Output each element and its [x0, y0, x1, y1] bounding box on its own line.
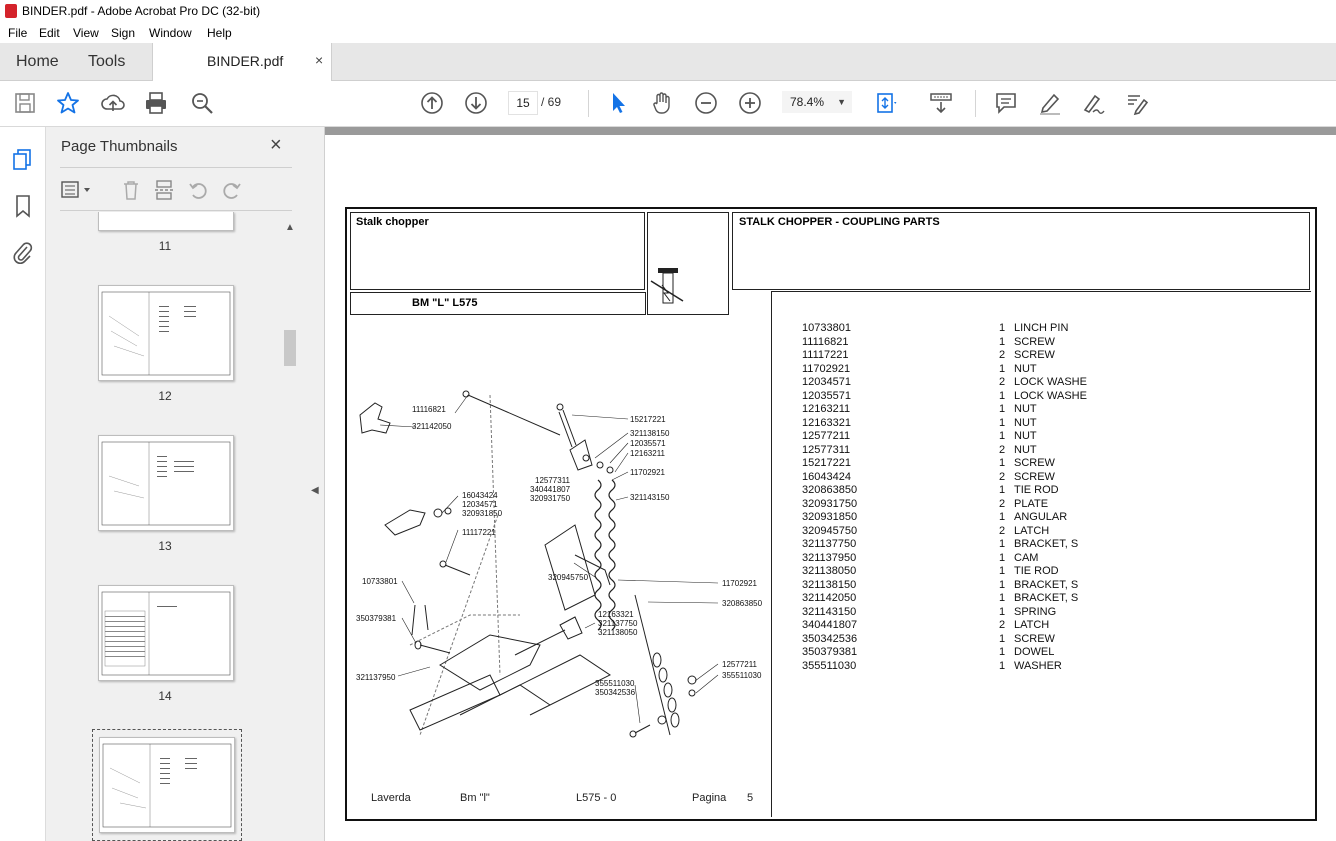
part-qty: 2: [999, 497, 1006, 510]
diagram-label: 340441807: [530, 485, 571, 494]
zoom-out-icon[interactable]: [693, 90, 719, 116]
part-code: 12035571: [802, 389, 851, 402]
diagram-label: 11702921: [630, 468, 665, 477]
stalk-chopper-symbol-icon: [648, 213, 728, 313]
previous-page-icon[interactable]: [419, 90, 445, 116]
diagram-label: 12163321: [598, 610, 634, 619]
save-icon[interactable]: [12, 90, 38, 116]
page-thumbnail[interactable]: [98, 285, 234, 381]
part-desc: NUT: [1014, 443, 1037, 456]
bracket-part: [360, 403, 390, 433]
tab-home[interactable]: Home: [16, 53, 59, 70]
bookmarks-icon[interactable]: [12, 193, 34, 219]
find-zoom-icon[interactable]: [189, 90, 215, 116]
pdf-page: [345, 207, 1317, 821]
thumbnails-scrollbar[interactable]: [282, 220, 298, 840]
part-code: 350342536: [802, 632, 858, 645]
footer-model: Bm "l": [460, 792, 490, 804]
part-code: 15217221: [802, 457, 851, 469]
part-qty: 1: [999, 605, 1006, 618]
header-model: BM "L" L575: [412, 297, 478, 309]
page-thumbnail[interactable]: [98, 585, 234, 681]
part-desc: DOWEL: [1014, 646, 1055, 658]
part-code: 320931750: [802, 497, 858, 510]
footer-brand: Laverda: [371, 792, 411, 804]
part-desc: SCREW: [1014, 335, 1055, 348]
part-qty: 1: [999, 484, 1006, 496]
part-desc: LOCK WASHE: [1014, 376, 1087, 388]
close-panel-icon[interactable]: ×: [270, 134, 282, 156]
part-desc: LOCK WASHE: [1014, 389, 1087, 402]
part-desc: NUT: [1014, 362, 1037, 375]
tab-tools[interactable]: Tools: [88, 53, 126, 70]
menu-window[interactable]: Window: [149, 26, 192, 40]
header-model-box: [350, 292, 646, 315]
part-qty: 1: [999, 646, 1006, 658]
document-tab-label: BINDER.pdf: [207, 53, 284, 69]
part-code: 321138050: [802, 565, 857, 577]
comment-icon[interactable]: [993, 90, 1019, 116]
fit-page-icon[interactable]: [873, 90, 899, 116]
part-qty: 1: [999, 538, 1006, 550]
panel-divider: [60, 167, 292, 168]
part-code: 320931850: [802, 511, 858, 523]
exploded-parts-diagram: [350, 315, 770, 785]
part-code: 321142050: [802, 592, 857, 604]
part-desc: SCREW: [1014, 470, 1055, 483]
diagram-label: 321143150: [630, 493, 670, 502]
sign-pen-icon[interactable]: [1080, 90, 1106, 116]
diagram-label: 11116821: [412, 405, 446, 414]
part-qty: 1: [999, 578, 1006, 591]
thumbnail-options-icon[interactable]: [60, 179, 96, 201]
diagram-label: 350342536: [595, 688, 636, 697]
diagram-label: 12034571: [462, 500, 498, 509]
part-qty: 1: [999, 389, 1006, 402]
rotate-left-icon[interactable]: [187, 179, 209, 201]
part-desc: CAM: [1014, 551, 1039, 564]
extract-page-icon[interactable]: [153, 179, 175, 201]
diagram-label: 355511030: [595, 679, 635, 688]
part-qty: 1: [999, 335, 1006, 348]
scrollbar-thumb[interactable]: [284, 330, 296, 366]
part-code: 321143150: [802, 605, 857, 618]
part-code: 340441807: [802, 619, 858, 631]
part-desc: BRACKET, S: [1014, 538, 1079, 550]
part-qty: 2: [999, 470, 1006, 483]
part-qty: 2: [999, 443, 1006, 456]
title-bar: [0, 0, 1336, 23]
part-qty: 2: [999, 524, 1006, 537]
part-desc: SCREW: [1014, 457, 1055, 469]
rotate-right-icon[interactable]: [221, 179, 243, 201]
part-code: 321137950: [802, 551, 857, 564]
part-qty: 1: [999, 632, 1006, 645]
page-thumbnail[interactable]: [98, 212, 234, 231]
acrobat-pdf-icon: [5, 4, 17, 18]
thumbnail-page-number: 12: [158, 389, 172, 403]
panel-collapse-strip[interactable]: [306, 127, 325, 841]
part-desc: TIE ROD: [1014, 565, 1059, 577]
part-desc: ANGULAR: [1014, 511, 1068, 523]
toolbar: [0, 81, 1336, 127]
part-qty: 2: [999, 376, 1006, 388]
part-code: 11117221: [802, 349, 849, 361]
part-code: 320945750: [802, 524, 858, 537]
part-code: 321137750: [802, 538, 857, 550]
part-desc: BRACKET, S: [1014, 578, 1079, 591]
part-qty: 1: [999, 416, 1006, 429]
part-code: 11702921: [802, 362, 851, 375]
part-qty: 2: [999, 619, 1006, 631]
diagram-label: 12035571: [630, 439, 666, 448]
part-code: 12577311: [802, 443, 851, 456]
diagram-label: 12577311: [535, 476, 570, 485]
scroll-up-icon[interactable]: ▲: [285, 222, 295, 233]
part-qty: 1: [999, 403, 1006, 415]
diagram-label: 15217221: [630, 415, 666, 424]
menu-bar: [0, 23, 1336, 43]
part-desc: NUT: [1014, 430, 1037, 442]
part-desc: LATCH: [1014, 619, 1050, 631]
diagram-label: 355511030: [722, 671, 762, 680]
diagram-label: 320945750: [548, 573, 589, 582]
diagram-label: 321138050: [598, 628, 638, 637]
page-number-input[interactable]: 15: [508, 91, 538, 115]
document-viewport[interactable]: [325, 127, 1336, 841]
part-qty: 1: [999, 511, 1006, 523]
part-code: 10733801: [802, 322, 851, 334]
close-tab-icon[interactable]: ×: [315, 52, 324, 68]
part-code: 12577211: [802, 430, 851, 442]
hand-tool-icon[interactable]: [649, 90, 675, 116]
diagram-label: 12163211: [630, 449, 665, 458]
thumbnail-page-number: 13: [158, 539, 172, 553]
menu-help[interactable]: Help: [207, 26, 232, 40]
part-code: 320863850: [802, 484, 858, 496]
spacer: [1308, 209, 1309, 291]
part-code: 11116821: [802, 335, 849, 348]
part-code: 16043424: [802, 470, 851, 483]
left-navigation-rail: [0, 127, 46, 841]
part-qty: 1: [999, 322, 1006, 334]
tab-bar: [0, 43, 1336, 81]
part-code: 321138150: [802, 578, 857, 591]
part-code: 12163321: [802, 416, 851, 429]
scroll-mode-icon[interactable]: [928, 90, 954, 116]
highlight-pen-icon[interactable]: [1037, 90, 1063, 116]
part-qty: 1: [999, 457, 1006, 469]
footer-page-label: Pagina: [692, 792, 727, 804]
toolbar-divider: [588, 90, 589, 117]
page-total: / 69: [541, 95, 562, 109]
diagram-label: 350379381: [356, 614, 397, 623]
part-desc: NUT: [1014, 416, 1037, 429]
header-right-title: STALK CHOPPER - COUPLING PARTS: [739, 216, 940, 228]
part-desc: LINCH PIN: [1014, 322, 1069, 334]
part-desc: PLATE: [1014, 497, 1049, 510]
zoom-level-dropdown[interactable]: [782, 91, 852, 113]
diagram-label: 16043424: [462, 491, 498, 500]
diagram-label: 321137950: [356, 673, 396, 682]
diagram-label: 10733801: [362, 577, 398, 586]
header-left-title: Stalk chopper: [356, 216, 429, 228]
part-desc: NUT: [1014, 403, 1037, 415]
next-page-icon[interactable]: [463, 90, 489, 116]
diagram-label: 321142050: [412, 422, 452, 431]
header-icon-box: [647, 212, 729, 315]
chevron-down-icon: ▼: [837, 97, 846, 107]
part-desc: TIE ROD: [1014, 484, 1059, 496]
part-code: 350379381: [802, 646, 858, 658]
diagram-label: 320863850: [722, 599, 763, 608]
footer-page-number: 5: [747, 792, 754, 804]
menu-view[interactable]: View: [73, 26, 99, 40]
page-thumbnail-current[interactable]: [99, 737, 235, 833]
previous-page-edge: [325, 127, 1336, 135]
panel-divider: [60, 210, 292, 211]
attachments-icon[interactable]: [11, 239, 35, 265]
edit-redact-icon[interactable]: [1124, 90, 1150, 116]
diagram-label: 321138150: [630, 429, 670, 438]
select-cursor-icon[interactable]: [605, 90, 631, 116]
menu-file[interactable]: File: [8, 26, 28, 40]
delete-page-icon[interactable]: [120, 179, 142, 201]
diagram-label: 11117221: [462, 528, 496, 537]
page-thumbnails-panel: [46, 127, 307, 841]
diagram-label: 320931750: [530, 494, 571, 503]
tab-document[interactable]: [152, 43, 332, 81]
menu-edit[interactable]: Edit: [39, 26, 60, 40]
diagram-label: 321137750: [598, 619, 638, 628]
diagram-label: 320931850: [462, 509, 503, 518]
part-desc: WASHER: [1014, 659, 1062, 672]
part-qty: 1: [999, 659, 1006, 672]
part-qty: 1: [999, 565, 1006, 577]
header-right-box: [732, 212, 1310, 290]
part-desc: LATCH: [1014, 524, 1050, 537]
part-code: 12034571: [802, 376, 851, 388]
zoom-level-value: 78.4%: [790, 95, 825, 109]
part-desc: SPRING: [1014, 605, 1057, 618]
panel-title: Page Thumbnails: [61, 138, 178, 155]
part-desc: SCREW: [1014, 349, 1055, 361]
part-qty: 1: [999, 430, 1006, 442]
diagram-label: 11702921: [722, 579, 757, 588]
part-desc: BRACKET, S: [1014, 592, 1079, 604]
part-qty: 2: [999, 349, 1006, 361]
page-thumbnails-icon[interactable]: [11, 147, 35, 173]
print-icon[interactable]: [143, 90, 169, 116]
cloud-upload-icon[interactable]: [100, 90, 126, 116]
part-qty: 1: [999, 362, 1006, 375]
part-code: 12163211: [802, 403, 851, 415]
diagram-label: 12577211: [722, 660, 757, 669]
star-bookmark-icon[interactable]: [55, 90, 81, 116]
page-thumbnail[interactable]: [98, 435, 234, 531]
part-qty: 1: [999, 551, 1006, 564]
header-left-box: [350, 212, 645, 290]
footer-code: L575 - 0: [576, 792, 617, 804]
thumbnail-page-number: 14: [158, 689, 172, 703]
part-code: 355511030: [802, 659, 857, 672]
window-title: BINDER.pdf - Adobe Acrobat Pro DC (32-bit): [22, 4, 261, 18]
part-qty: 1: [999, 592, 1006, 604]
toolbar-divider: [975, 90, 976, 117]
content-divider: [771, 291, 1311, 292]
menu-sign[interactable]: Sign: [111, 26, 136, 40]
content-divider: [771, 291, 772, 817]
collapse-panel-icon[interactable]: ◀: [311, 485, 319, 496]
part-desc: SCREW: [1014, 632, 1055, 645]
thumbnail-page-number: 11: [158, 239, 172, 253]
zoom-in-icon[interactable]: [737, 90, 763, 116]
